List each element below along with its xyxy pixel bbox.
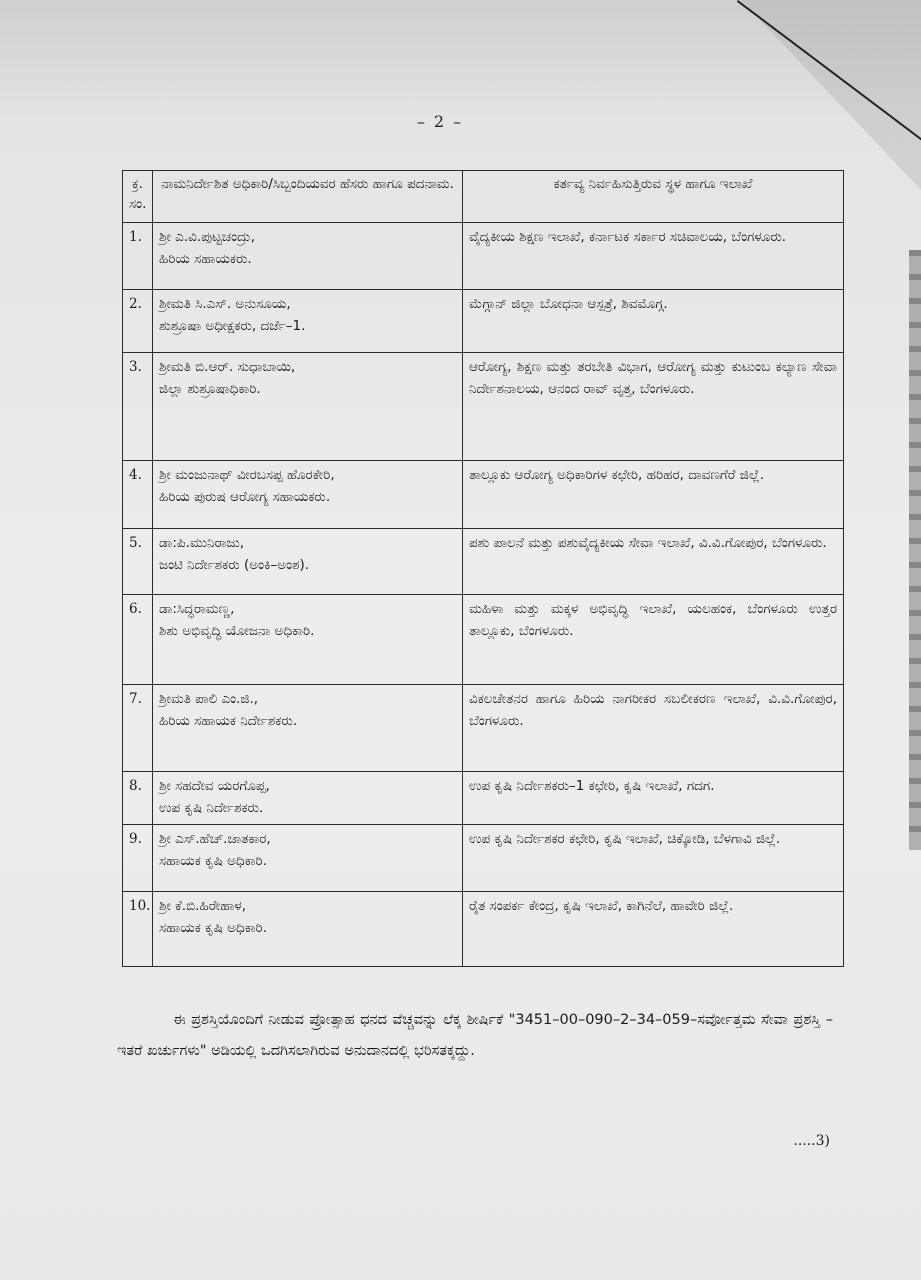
serial-no: 4. <box>123 460 153 529</box>
table-row <box>123 594 844 684</box>
table-row <box>123 529 844 595</box>
serial-no: 1. <box>123 223 153 290</box>
table-row <box>123 223 844 290</box>
officer-name: ಶ್ರೀಮತಿ ಸಿ.ಎಸ್. ಅನುಸೂಯ, <box>159 295 291 312</box>
table-row <box>123 772 844 825</box>
officer-designation: ಶಿಶು ಅಭಿವೃದ್ಧಿ ಯೋಜನಾ ಅಧಿಕಾರಿ. <box>159 622 315 639</box>
table-row <box>123 825 844 892</box>
officer-designation: ಶುಶ್ರೂಷಾ ಅಧೀಕ್ಷಕರು, ದರ್ಜೆ–1. <box>159 317 306 334</box>
officer-cell <box>153 891 463 966</box>
serial-no: 8. <box>123 772 153 825</box>
officer-cell <box>153 772 463 825</box>
workplace: ತಾಲ್ಲೂಕು ಆರೋಗ್ಯ ಅಧಿಕಾರಿಗಳ ಕಛೇರಿ, ಹರಿಹರ, ದಾವಣಗೆರೆ ಜಿಲ್ಲೆ. <box>463 460 844 529</box>
header-name-designation: ನಾಮನಿರ್ದೇಶಿತ ಅಧಿಕಾರಿ/ಸಿಬ್ಬಂದಿಯವರ ಹೆಸರು ಹಾಗೂ ಪದನಾಮ. <box>153 171 463 223</box>
officer-name: ಶ್ರೀ ಕೆ.ಬಿ.ಹಿರೇಹಾಳ, <box>159 897 247 914</box>
serial-no: 7. <box>123 684 153 772</box>
officer-cell <box>153 684 463 772</box>
table-row <box>123 460 844 529</box>
table-row <box>123 289 844 353</box>
page-number: – 2 – <box>416 112 464 131</box>
table-row <box>123 353 844 460</box>
serial-no: 9. <box>123 825 153 892</box>
table-row <box>123 684 844 772</box>
officer-name: ಡಾ:ಸಿದ್ಧರಾಮಣ್ಣ, <box>159 600 235 617</box>
officer-name: ಡಾ:ಪಿ.ಮುನಿರಾಜು, <box>159 535 245 552</box>
workplace: ಆರೋಗ್ಯ, ಶಿಕ್ಷಣ ಮತ್ತು ತರಬೇತಿ ವಿಭಾಗ, ಆರೋಗ್ಯ ಮತ್ತು ಕುಟುಂಬ ಕಲ್ಯಾಣ ಸೇವಾ ನಿರ್ದೇಶನಾಲಯ, ಆನಂದ ರಾವ್ ವೃತ್ತ, ಬೆಂಗಳೂರು. <box>463 353 844 460</box>
officer-designation: ಹಿರಿಯ ಪುರುಷ ಆರೋಗ್ಯ ಸಹಾಯಕರು. <box>159 488 331 505</box>
header-serial-no: ಕ್ರ. ಸಂ. <box>123 171 153 223</box>
officer-name: ಶ್ರೀ ಎಸ್.ಹೆಚ್.ಜಾತಕಾರ, <box>159 831 271 848</box>
officer-cell <box>153 529 463 595</box>
officer-cell <box>153 353 463 460</box>
serial-no: 6. <box>123 594 153 684</box>
serial-no: 2. <box>123 289 153 353</box>
officer-name: ಶ್ರೀಮತಿ ಪಾಲಿ ಎಂ.ಜಿ., <box>159 690 259 707</box>
table-row <box>123 891 844 966</box>
workplace: ಉಪ ಕೃಷಿ ನಿರ್ದೇಶಕರ ಕಛೇರಿ, ಕೃಷಿ ಇಲಾಖೆ, ಚಿಕ್ಕೋಡಿ, ಬೆಳಗಾವಿ ಜಿಲ್ಲೆ. <box>463 825 844 892</box>
workplace: ಪಶು ಪಾಲನೆ ಮತ್ತು ಪಶುವೈದ್ಯಕೀಯ ಸೇವಾ ಇಲಾಖೆ, ವಿ.ವಿ.ಗೋಪುರ, ಬೆಂಗಳೂರು. <box>463 529 844 595</box>
officer-designation: ಜಿಲ್ಲಾ ಶುಶ್ರೂಷಾಧಿಕಾರಿ. <box>159 381 261 398</box>
officer-designation: ಸಹಾಯಕ ಕೃಷಿ ಅಧಿಕಾರಿ. <box>159 919 267 936</box>
continuation-marker: .....3) <box>793 1133 830 1149</box>
officer-cell <box>153 825 463 892</box>
officers-table <box>122 170 844 967</box>
header-workplace: ಕರ್ತವ್ಯ ನಿರ್ವಹಿಸುತ್ತಿರುವ ಸ್ಥಳ ಹಾಗೂ ಇಲಾಖೆ <box>463 171 844 223</box>
officer-designation: ಸಹಾಯಕ ಕೃಷಿ ಅಧಿಕಾರಿ. <box>159 853 267 870</box>
officer-name: ಶ್ರೀ ಮಂಜುನಾಥ್ ವೀರಬಸಪ್ಪ ಹೊರಕೇರಿ, <box>159 466 335 483</box>
serial-no: 10. <box>123 891 153 966</box>
officer-designation: ಹಿರಿಯ ಸಹಾಯಕ ನಿರ್ದೇಶಕರು. <box>159 712 298 729</box>
workplace: ವಿಕಲಚೇತನರ ಹಾಗೂ ಹಿರಿಯ ನಾಗರೀಕರ ಸಬಲೀಕರಣ ಇಲಾಖೆ, ವಿ.ವಿ.ಗೋಪುರ, ಬೆಂಗಳೂರು. <box>463 684 844 772</box>
officer-cell <box>153 594 463 684</box>
officer-designation: ಉಪ ಕೃಷಿ ನಿರ್ದೇಶಕರು. <box>159 800 264 817</box>
binding-strip <box>909 250 921 850</box>
serial-no: 5. <box>123 529 153 595</box>
workplace: ಮಹಿಳಾ ಮತ್ತು ಮಕ್ಕಳ ಅಭಿವೃದ್ಧಿ ಇಲಾಖೆ, ಯಲಹಂಕ, ಬೆಂಗಳೂರು ಉತ್ತರ ತಾಲ್ಲೂಕು, ಬೆಂಗಳೂರು. <box>463 594 844 684</box>
officer-cell <box>153 460 463 529</box>
officer-name: ಶ್ರೀಮತಿ ಬಿ.ಆರ್. ಸುಧಾಬಾಯಿ, <box>159 359 296 376</box>
workplace: ರೈತ ಸಂಪರ್ಕ ಕೇಂದ್ರ, ಕೃಷಿ ಇಲಾಖೆ, ಕಾಗಿನೆಲೆ, ಹಾವೇರಿ ಜಿಲ್ಲೆ. <box>463 891 844 966</box>
officer-designation: ಹಿರಿಯ ಸಹಾಯಕರು. <box>159 251 252 267</box>
funding-paragraph: ಈ ಪ್ರಶಸ್ತಿಯೊಂದಿಗೆ ನೀಡುವ ಪ್ರೋತ್ಸಾಹ ಧನದ ವೆಚ್ಚವನ್ನು ಲೆಕ್ಕ ಶೀರ್ಷಿಕೆ "3451–00–090–2–34–059–ಸರ್ವೋತ್ತಮ ಸೇವಾ ಪ್ರಶಸ್ತಿ – ಇತರೆ ಖರ್ಚುಗಳು" ಅಡಿಯಲ್ಲಿ ಒದಗಿಸಲಾಗಿರುವ ಅನುದಾನದಲ್ಲಿ ಭರಿಸತಕ್ಕದ್ದು. <box>117 1011 833 1059</box>
officer-name: ಶ್ರೀ ಸಹದೇವ ಯರಗೊಪ್ಪ, <box>159 778 270 795</box>
table-header-row <box>123 171 844 223</box>
workplace: ಮೆಗ್ಗಾನ್ ಜಿಲ್ಲಾ ಬೋಧನಾ ಆಸ್ಪತ್ರೆ, ಶಿವಮೊಗ್ಗ. <box>463 289 844 353</box>
workplace: ವೈದ್ಯಕೀಯ ಶಿಕ್ಷಣ ಇಲಾಖೆ, ಕರ್ನಾಟಕ ಸರ್ಕಾರ ಸಚಿವಾಲಯ, ಬೆಂಗಳೂರು. <box>463 223 844 290</box>
page-fold-shadow <box>741 0 921 190</box>
serial-no: 3. <box>123 353 153 460</box>
officer-name: ಶ್ರೀ ಎ.ವಿ.ಪುಟ್ಟಚಂದ್ರು, <box>159 229 256 245</box>
officer-designation: ಜಂಟಿ ನಿರ್ದೇಶಕರು (ಅಂಕಿ–ಅಂಶ). <box>159 557 310 574</box>
workplace: ಉಪ ಕೃಷಿ ನಿರ್ದೇಶಕರು–1 ಕಛೇರಿ, ಕೃಷಿ ಇಲಾಖೆ, ಗದಗ. <box>463 772 844 825</box>
officer-cell <box>153 223 463 290</box>
officer-cell <box>153 289 463 353</box>
